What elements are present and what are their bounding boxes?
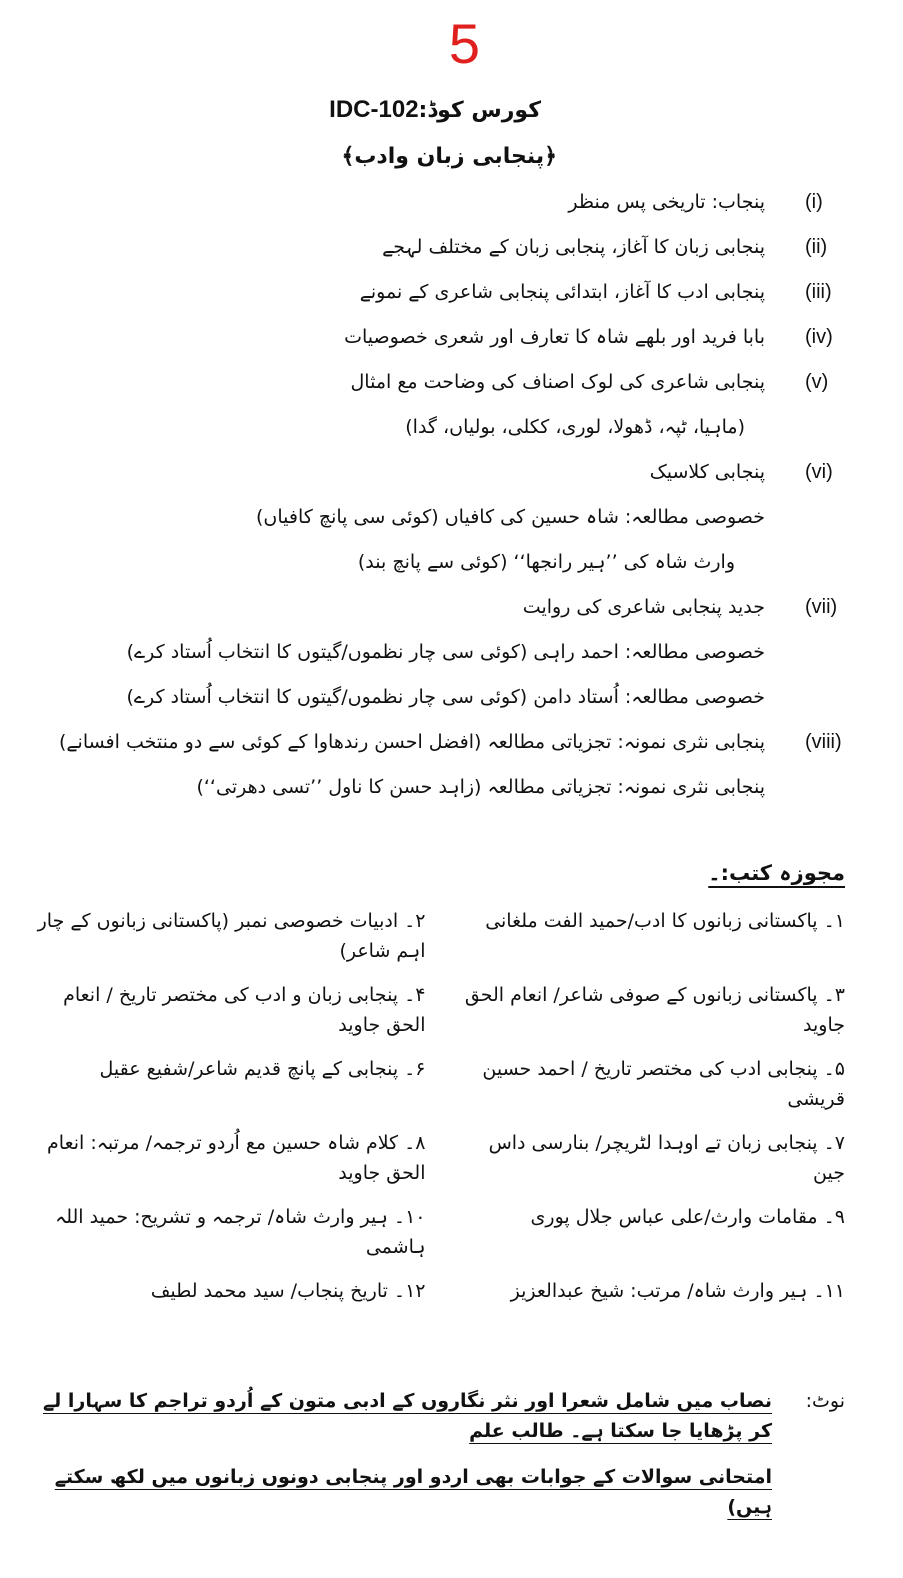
topic-lines bbox=[36, 592, 765, 712]
topic-line: خصوصی مطالعہ: احمد راہی (کوئی سی چار نظموں/گیتوں کا انتخاب اُستاد کرے) bbox=[126, 641, 765, 663]
topic-number: (vii) bbox=[805, 596, 838, 618]
note-label: نوٹ: bbox=[805, 1390, 845, 1412]
topic-number: (i) bbox=[805, 191, 823, 213]
topics-list bbox=[36, 187, 845, 802]
book-item: ۱۲۔ تاریخ پنجاب/ سید محمد لطیف bbox=[150, 1280, 426, 1302]
topic-line: خصوصی مطالعہ: شاہ حسین کی کافیاں (کوئی سی پانچ کافیاں) bbox=[255, 506, 765, 528]
course-title: ﴿پنجابی زبان وادب﴾ bbox=[341, 144, 557, 169]
topic-line: بابا فرید اور بلھے شاہ کا تعارف اور شعری خصوصیات bbox=[344, 326, 765, 348]
book-item: ۱۱۔ ہیر وارث شاہ/ مرتب: شیخ عبدالعزیز bbox=[510, 1280, 845, 1302]
book-item: ۲۔ ادبیات خصوصی نمبر (پاکستانی زبانوں کے چار اہم شاعر) bbox=[37, 910, 426, 962]
book-item: ۶۔ پنجابی کے پانچ قدیم شاعر/شفیع عقیل bbox=[99, 1058, 426, 1080]
topic-item bbox=[36, 277, 845, 307]
book-item: ۵۔ پنجابی ادب کی مختصر تاریخ / احمد حسین قریشی bbox=[482, 1058, 845, 1110]
topic-lines bbox=[36, 232, 765, 262]
topic-line: پنجابی نثری نمونہ: تجزیاتی مطالعہ (افضل احسن رندھاوا کے کوئی سے دو منتخب افسانے) bbox=[58, 731, 765, 753]
topic-lines bbox=[36, 187, 765, 217]
book-item: ۱۔ پاکستانی زبانوں کا ادب/حمید الفت ملغانی bbox=[485, 910, 845, 932]
book-item: ۳۔ پاکستانی زبانوں کے صوفی شاعر/ انعام الحق جاوید bbox=[464, 984, 845, 1036]
note-line-1: نصاب میں شامل شعرا اور نثر نگاروں کے ادبی متون کے اُردو تراجم کا سہارا لے کر پڑھایا جا سکتا ہے۔ طالب علم bbox=[42, 1390, 772, 1442]
book-item: ۷۔ پنجابی زبان تے اوہدا لٹریچر/ بنارسی داس جین bbox=[488, 1132, 845, 1184]
course-code bbox=[36, 94, 845, 127]
topic-number: (viii) bbox=[805, 731, 842, 753]
topic-item bbox=[36, 232, 845, 262]
topic-lines bbox=[36, 322, 765, 352]
note-line-2: امتحانی سوالات کے جوابات بھی اردو اور پنجابی دونوں زبانوں میں لکھ سکتے ہیں) bbox=[54, 1466, 772, 1518]
note-text bbox=[36, 1386, 772, 1538]
book-item: ۱۰۔ ہیر وارث شاہ/ ترجمہ و تشریح: حمید اللہ ہاشمی bbox=[55, 1206, 426, 1258]
topic-item bbox=[36, 592, 845, 712]
topic-item bbox=[36, 367, 845, 442]
topic-number: (v) bbox=[805, 371, 829, 393]
topic-lines bbox=[36, 457, 765, 577]
topic-number: (ii) bbox=[805, 236, 828, 258]
course-code-value: IDC-102 bbox=[329, 96, 419, 123]
topic-item bbox=[36, 457, 845, 577]
topic-line: پنجابی شاعری کی لوک اصناف کی وضاحت مع امثال bbox=[350, 371, 765, 393]
books-heading: مجوزہ کتب:۔ bbox=[708, 861, 845, 885]
topic-item bbox=[36, 727, 845, 802]
topic-number: (vi) bbox=[805, 461, 833, 483]
books-list bbox=[36, 906, 845, 1306]
topic-number: (iii) bbox=[805, 281, 832, 303]
book-item: ۹۔ مقامات وارث/علی عباس جلال پوری bbox=[530, 1206, 845, 1228]
topic-line: پنجابی ادب کا آغاز، ابتدائی پنجابی شاعری کے نمونے bbox=[359, 281, 765, 303]
topic-lines bbox=[36, 367, 765, 442]
note bbox=[36, 1386, 845, 1538]
course-code-label: کورس کوڈ: bbox=[418, 98, 541, 123]
book-item: ۸۔ کلام شاہ حسین مع اُردو ترجمہ/ مرتبہ: انعام الحق جاوید bbox=[47, 1132, 426, 1184]
topic-line: پنجابی زبان کا آغاز، پنجابی زبان کے مختلف لہجے bbox=[382, 236, 765, 258]
topic-line: پنجاب: تاریخی پس منظر bbox=[568, 191, 765, 213]
topic-line: جدید پنجابی شاعری کی روایت bbox=[522, 596, 765, 618]
topic-line: وارث شاہ کی ’’ہیر رانجھا‘‘ (کوئی سے پانچ بند) bbox=[357, 551, 735, 573]
book-item: ۴۔ پنجابی زبان و ادب کی مختصر تاریخ / انعام الحق جاوید bbox=[63, 984, 426, 1036]
topic-line: پنجابی نثری نمونہ: تجزیاتی مطالعہ (زاہد حسن کا ناول ’’تسی دھرتی‘‘) bbox=[196, 776, 765, 798]
page-number: 5 bbox=[448, 12, 481, 75]
topic-line: پنجابی کلاسیک bbox=[649, 461, 765, 483]
topic-line: خصوصی مطالعہ: اُستاد دامن (کوئی سی چار نظموں/گیتوں کا انتخاب اُستاد کرے) bbox=[126, 686, 765, 708]
topic-number: (iv) bbox=[805, 326, 833, 348]
topic-item bbox=[36, 187, 845, 217]
topic-item bbox=[36, 322, 845, 352]
topic-lines bbox=[36, 277, 765, 307]
topic-line: (ماہیا، ٹپہ، ڈھولا، لوری، ککلی، بولیاں، گدا) bbox=[405, 416, 745, 438]
topic-lines bbox=[36, 727, 765, 802]
